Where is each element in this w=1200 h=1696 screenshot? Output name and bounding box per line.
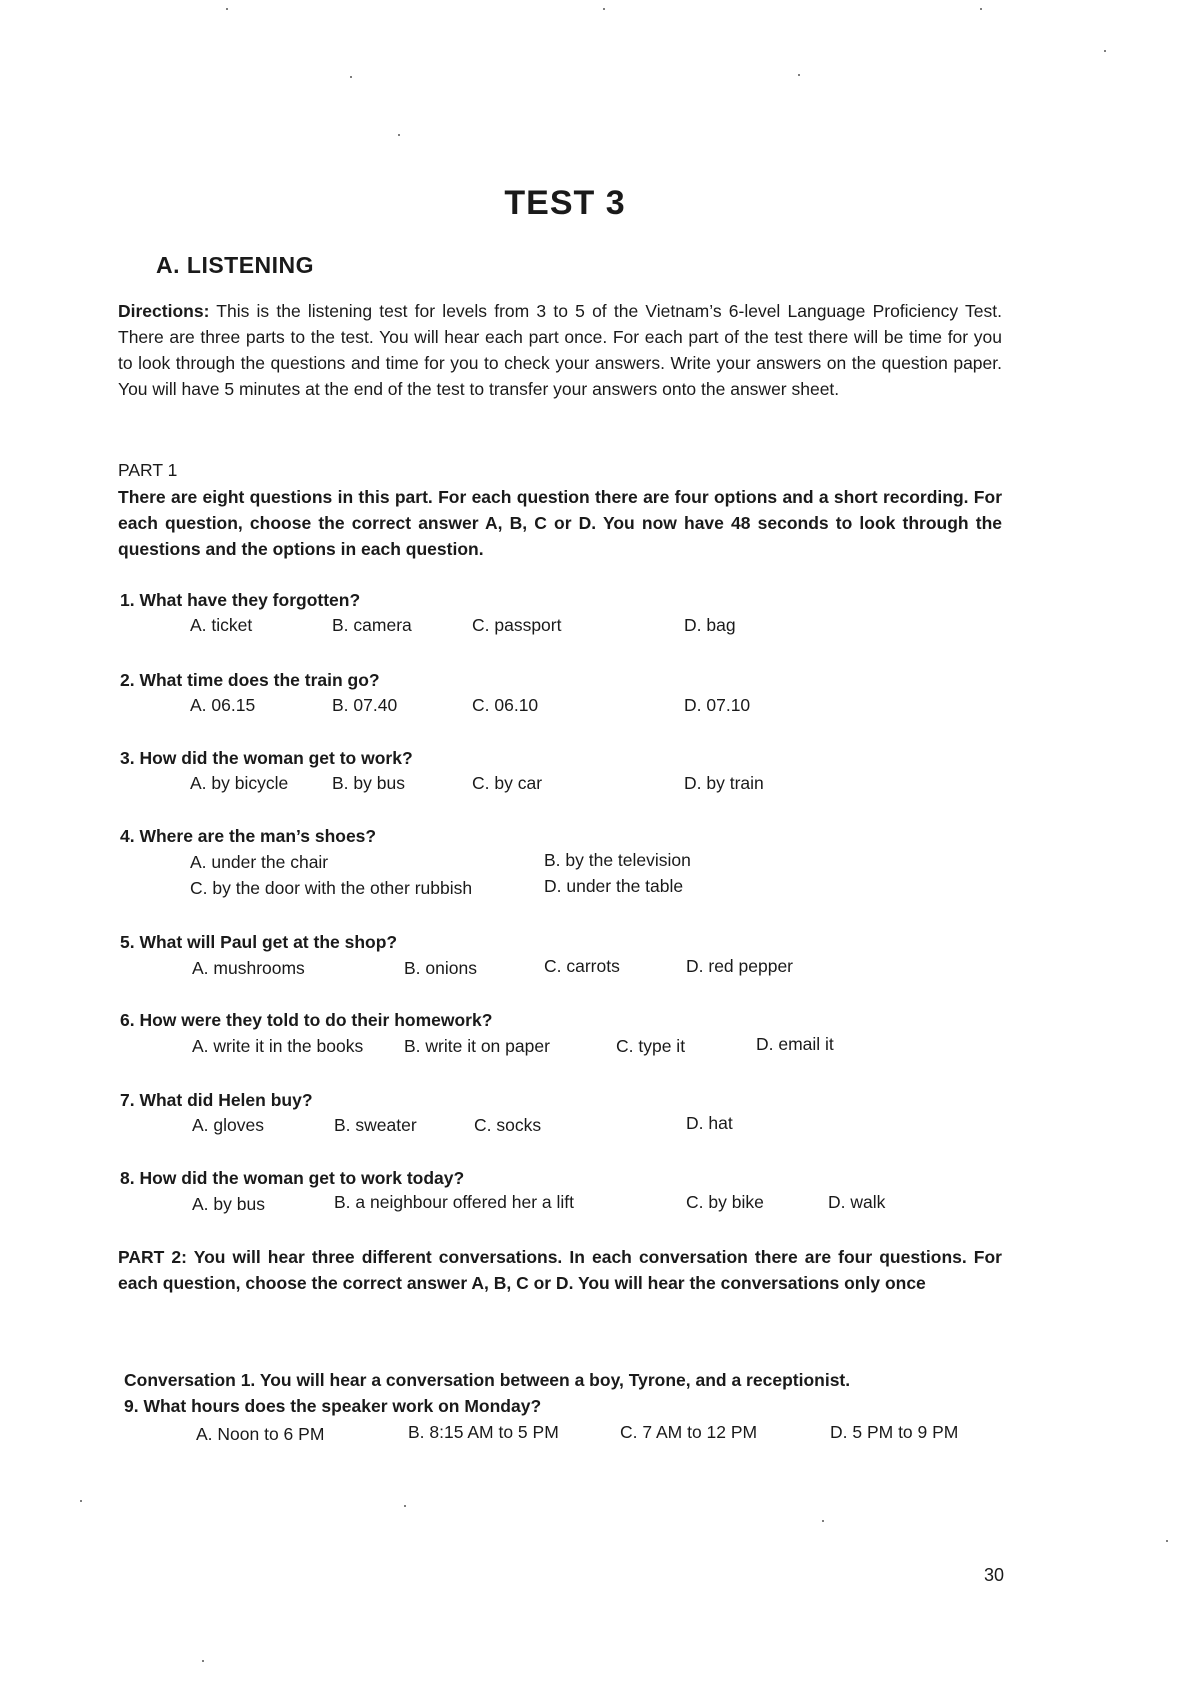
q6-option-b: B. write it on paper (404, 1036, 550, 1056)
scan-speck (226, 8, 228, 10)
q8-option-d: D. walk (828, 1192, 886, 1212)
q9-option-d: D. 5 PM to 9 PM (830, 1422, 959, 1442)
q1-option-c: C. passport (472, 615, 562, 635)
question-3: 3. How did the woman get to work? (120, 748, 413, 768)
q1-option-b: B. camera (332, 615, 412, 635)
part1-heading: PART 1 (118, 460, 178, 480)
question-1: 1. What have they forgotten? (120, 590, 361, 610)
scan-speck (822, 1520, 824, 1522)
q3-option-b: B. by bus (332, 773, 405, 793)
q1-option-d: D. bag (684, 615, 736, 635)
page-number: 30 (984, 1565, 1005, 1585)
scan-speck (404, 1505, 406, 1507)
q4-option-b: B. by the television (544, 850, 691, 870)
q7-option-b: B. sweater (334, 1115, 417, 1135)
scan-speck (202, 1660, 204, 1662)
q7-option-c: C. socks (474, 1115, 542, 1135)
q3-option-c: C. by car (472, 773, 543, 793)
q7-option-d: D. hat (686, 1113, 733, 1133)
q8-option-b: B. a neighbour offered her a lift (334, 1192, 574, 1212)
scan-speck (350, 76, 352, 78)
q4-option-a: A. under the chair (190, 852, 329, 872)
question-8: 8. How did the woman get to work today? (120, 1168, 465, 1188)
question-2: 2. What time does the train go? (120, 670, 380, 690)
q2-option-a: A. 06.15 (190, 695, 256, 715)
q6-option-d: D. email it (756, 1034, 834, 1054)
directions-paragraph (118, 298, 1002, 402)
q1-option-a: A. ticket (190, 615, 253, 635)
conversation-1-intro: Conversation 1. You will hear a conversation between a boy, Tyrone, and a receptionist. (124, 1370, 851, 1390)
q8-option-a: A. by bus (192, 1194, 265, 1214)
q9-option-a: A. Noon to 6 PM (196, 1424, 325, 1444)
scan-speck (1166, 1540, 1168, 1542)
directions-label: Directions: (118, 301, 210, 321)
part2-instructions: PART 2: You will hear three different conversations. In each conversation there are four questions. For each question, choose the correct answer A, B, C or D. You will hear the conversations only once (118, 1247, 1002, 1293)
question-7: 7. What did Helen buy? (120, 1090, 313, 1110)
directions-text: This is the listening test for levels from 3 to 5 of the Vietnam’s 6-level Language Proficiency Test. There are three parts to the test. You will hear each part once. For each part of the test there will be time for you to look through the questions and time for you to check your answers. Write your answers on the question paper. You will have 5 minutes at the end of the test to transfer your answers onto the answer sheet. (118, 301, 1002, 399)
q6-option-a: A. write it in the books (192, 1036, 364, 1056)
section-heading: A. LISTENING (156, 252, 315, 278)
q5-option-d: D. red pepper (686, 956, 794, 976)
question-9: 9. What hours does the speaker work on Monday? (124, 1396, 542, 1416)
q2-option-c: C. 06.10 (472, 695, 539, 715)
scan-speck (980, 8, 982, 10)
scan-speck (1104, 50, 1106, 52)
q4-option-c: C. by the door with the other rubbish (190, 878, 473, 898)
q6-option-c: C. type it (616, 1036, 686, 1056)
part1-instructions: There are eight questions in this part. For each question there are four options and a short recording. For each question, choose the correct answer A, B, C or D. You now have 48 seconds to look through the questions and the options in each question. (118, 487, 1002, 559)
q5-option-c: C. carrots (544, 956, 620, 976)
scan-speck (798, 74, 800, 76)
q5-option-a: A. mushrooms (192, 958, 305, 978)
q3-option-d: D. by train (684, 773, 764, 793)
q2-option-b: B. 07.40 (332, 695, 398, 715)
q2-option-d: D. 07.10 (684, 695, 751, 715)
test-title: TEST 3 (504, 184, 626, 222)
q5-option-b: B. onions (404, 958, 477, 978)
scan-speck (398, 134, 400, 136)
question-4: 4. Where are the man’s shoes? (120, 826, 377, 846)
q7-option-a: A. gloves (192, 1115, 264, 1135)
scan-speck (80, 1500, 82, 1502)
q8-option-c: C. by bike (686, 1192, 764, 1212)
q4-option-d: D. under the table (544, 876, 684, 896)
question-5: 5. What will Paul get at the shop? (120, 932, 398, 952)
q9-option-b: B. 8:15 AM to 5 PM (408, 1422, 559, 1442)
scan-speck (603, 8, 605, 10)
q3-option-a: A. by bicycle (190, 773, 289, 793)
question-6: 6. How were they told to do their homework? (120, 1010, 493, 1030)
q9-option-c: C. 7 AM to 12 PM (620, 1422, 758, 1442)
